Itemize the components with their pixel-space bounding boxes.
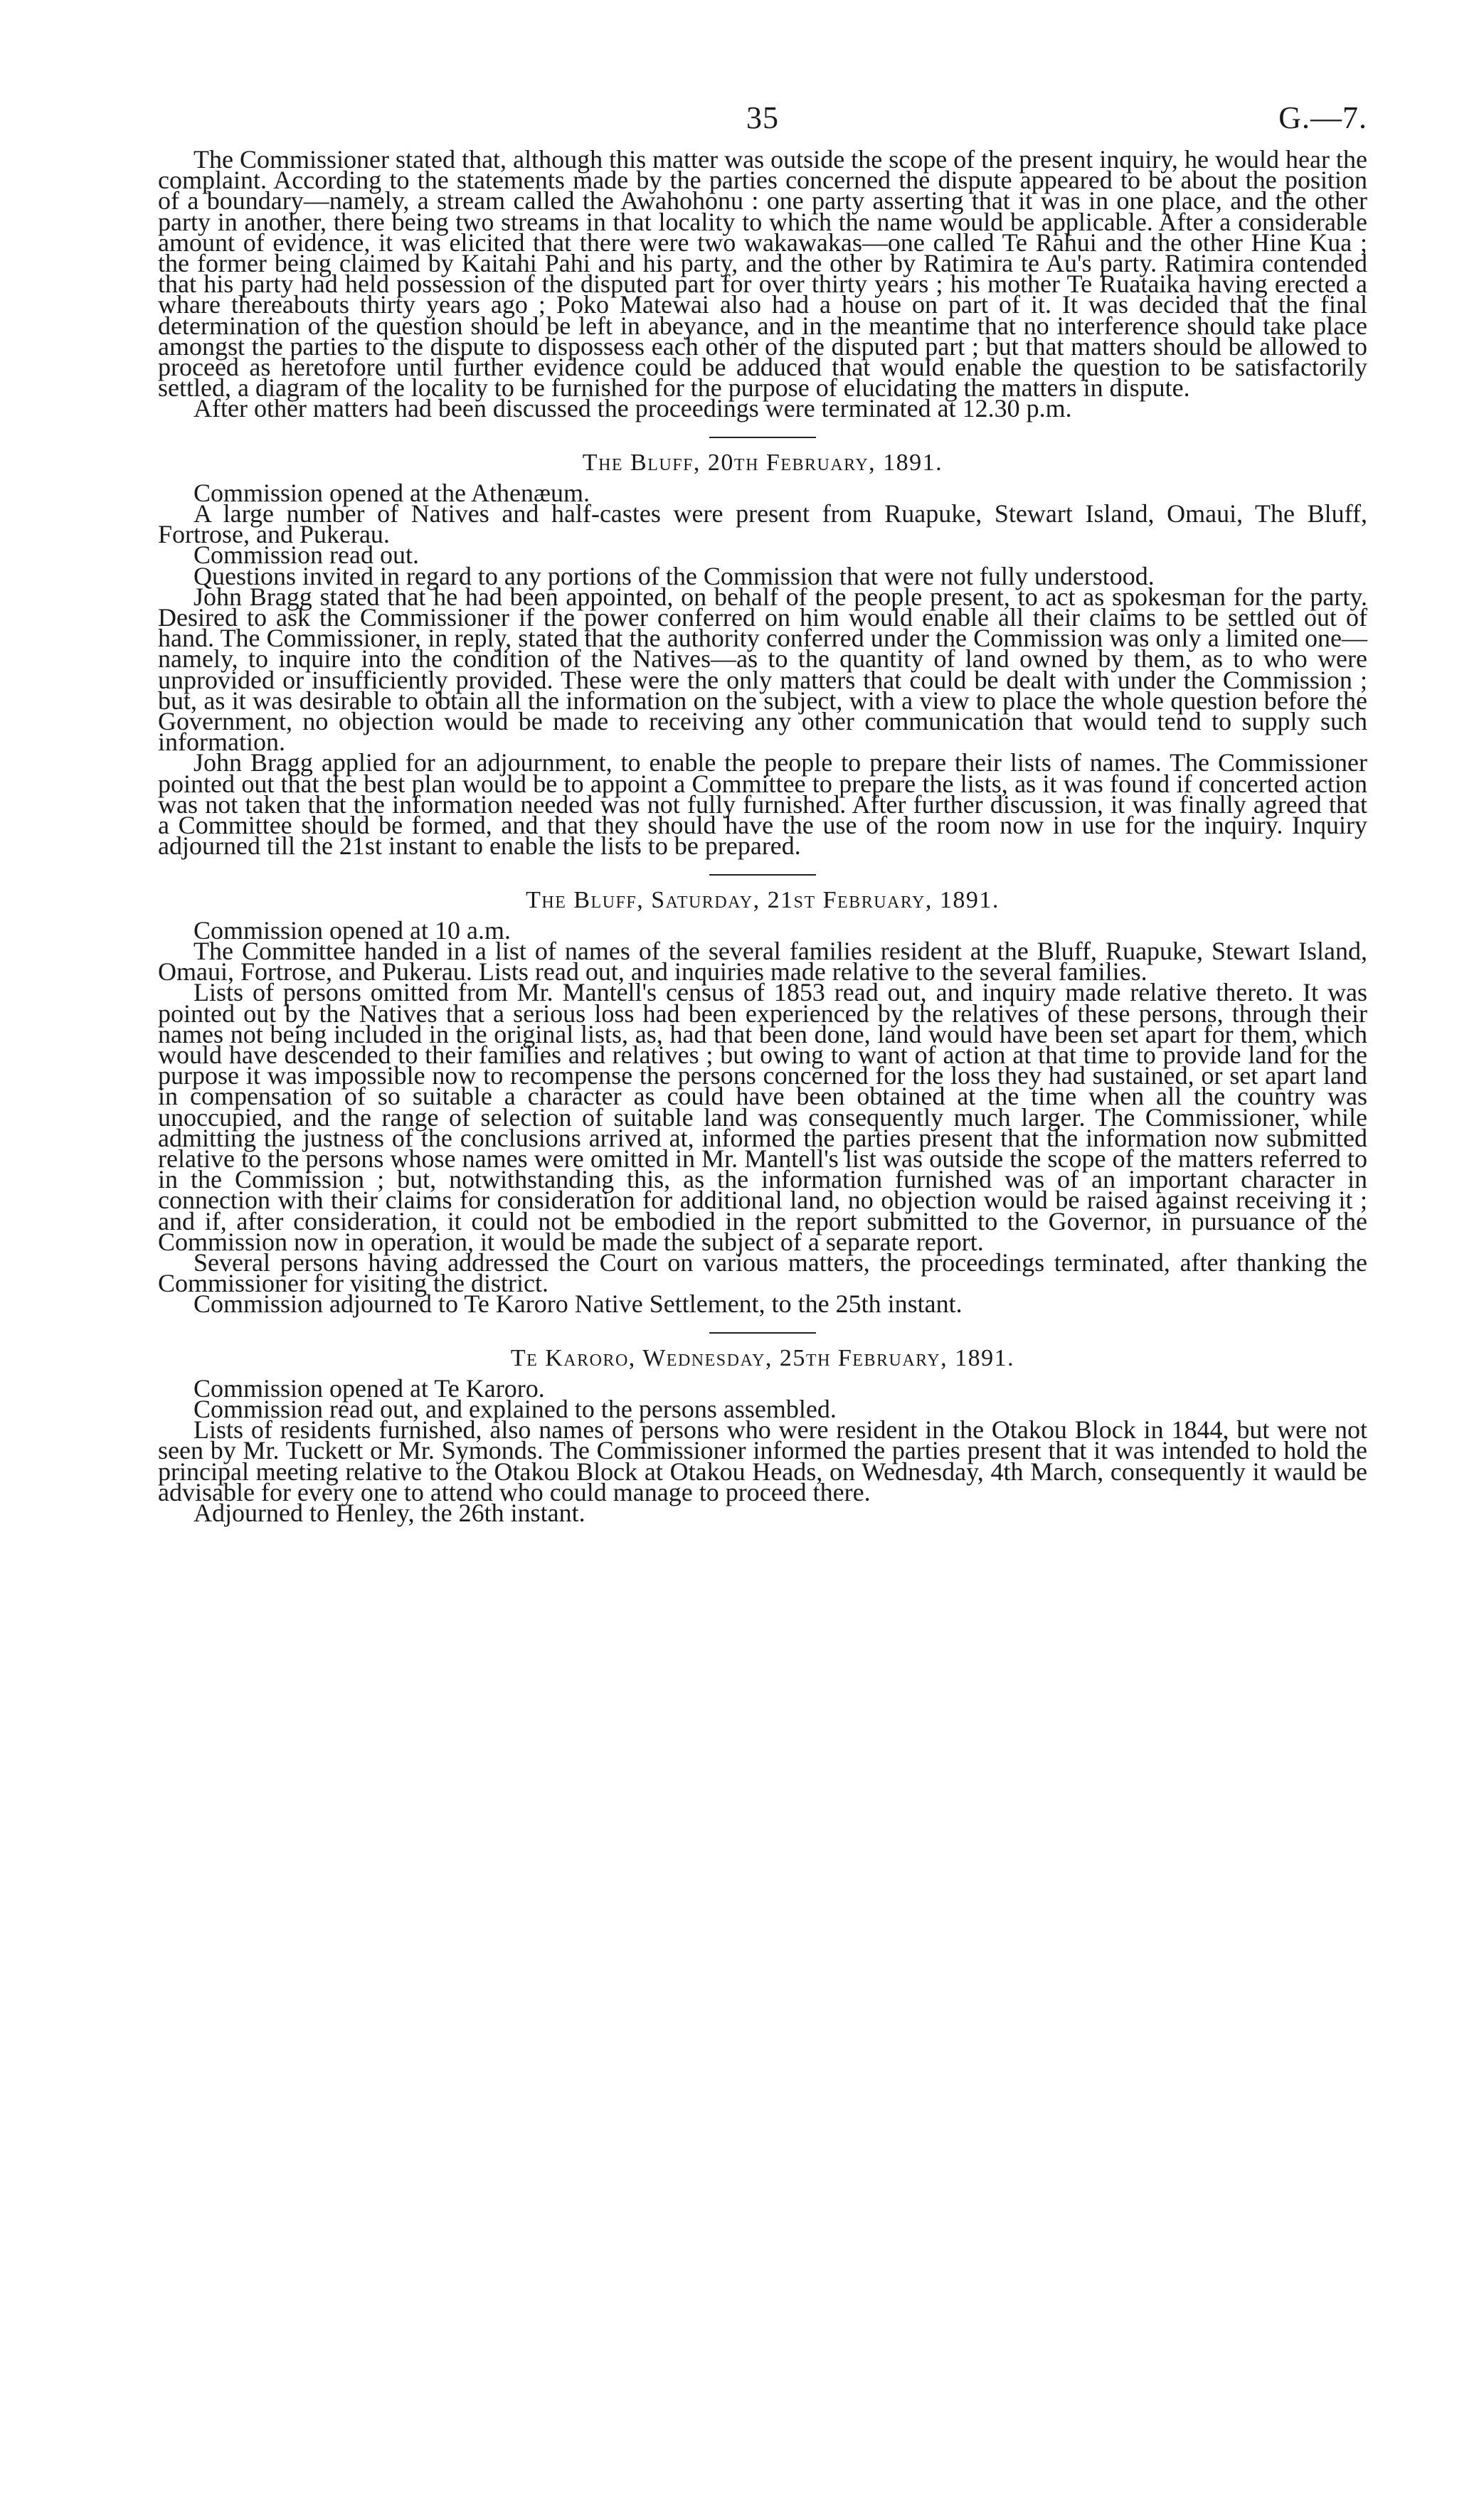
paragraph: Lists of persons omitted from Mr. Mantell's census of 1853 read out, and inquiry made relative thereto. It was pointed out by the Natives that a serious loss had been experienced by the relatives of these persons, through their names not being included in the original lists, as, had that been done, land would have been set apart for them, which would have descended to their families and relatives ; but owing to want of action at that time to provide land for the purpose it was impossible now to recompense the persons concerned for the loss they had sustained, or set apart land in compensation of so suitable a character as could have been obtained at the time when all the country was unoccupied, and the range of selection of suitable land was consequently much larger. The Commissioner, while admitting the justness of the conclusions arrived at, informed the parties present that the information now submitted relative to the persons whose names were omitted in Mr. Mantell's list was outside the scope of the matters referred to in the Commission ; but, notwithstanding this, as the information furnished was of an important character in connection with their claims for consideration for additional land, no objection would be raised against receiving it ; and if, after consideration, it could not be embodied in the report submitted to the Governor, in pursuance of the Commission now in operation, it would be made the subject of a separate report. (158, 978, 1367, 1256)
section-te-karoro-25th (158, 1344, 1367, 1527)
section-divider (709, 1332, 816, 1334)
section-bluff-21st (158, 886, 1367, 1319)
page-number: 35 (746, 100, 779, 135)
paragraph: Commission opened at 10 a.m. (194, 915, 511, 945)
paragraph: The Commissioner stated that, although this matter was outside the scope of the present inquiry, he would hear the complaint. According to the statements made by the parties concerned the dispute appeared to be about the position of a boundary—namely, a stream called the Awahohonu : one party asserting that it was in one place, and the other party in another, there being two streams in that locality to which the name would be applicable. After a considerable amount of evidence, it was elicited that there were two wakawakas—one called Te Rahui and the other Hine Kua ; the former being claimed by Kaitahi Pahi and his party, and the other by Ratimira te Au's party. Ratimira contended that his party had held possession of the disputed part for over thirty years ; his mother Te Ruataika having erected a whare thereabouts thirty years ago ; Poko Matewai also had a house on part of it. It was decided that the final determination of the question should be left in abeyance, and in the meantime that no interference should take place amongst the parties to the dispute to dispossess each other of the disputed part ; but that matters should be allowed to proceed as heretofore until further evidence could be adduced that would enable the question to be satisfactorily settled, a diagram of the locality to be furnished for the purpose of elucidating the matters in dispute. (158, 145, 1367, 403)
paragraph: John Bragg applied for an adjournment, to enable the people to prepare their lists of names. The Commissioner pointed out that the best plan would be to appoint a Committee to prepare the lists, as it was found if concerted action was not taken that the information needed was not fully furnished. After further discussion, it was finally agreed that a Committee should be formed, and that they should have the use of the room now in use for the inquiry. Inquiry adjourned till the 21st instant to enable the lists to be prepared. (158, 748, 1367, 861)
document-reference: G.—7. (1278, 100, 1367, 135)
opening-section (158, 145, 1367, 423)
paragraph: Commission read out. (194, 541, 419, 570)
section-divider (709, 874, 816, 876)
paragraph: Commission opened at Te Karoro. (194, 1373, 545, 1403)
section-heading: The Bluff, Saturday, 21st February, 1891. (526, 886, 1000, 913)
paragraph: Commission opened at the Athenæum. (194, 478, 590, 507)
paragraph: After other matters had been discussed the proceedings were terminated at 12.30 p.m. (194, 394, 1072, 423)
section-heading: The Bluff, 20th February, 1891. (582, 449, 943, 476)
paragraph: Several persons having addressed the Court on various matters, the proceedings terminated, after thanking the Commissioner for visiting the district. (158, 1248, 1367, 1298)
document-page (158, 100, 1367, 1527)
paragraph: Commission adjourned to Te Karoro Native Settlement, to the 25th instant. (194, 1290, 963, 1319)
paragraph: A large number of Natives and half-castes were present from Ruapuke, Stewart Island, Omaui, The Bluff, Fortrose, and Pukerau. (158, 499, 1367, 549)
paragraph: John Bragg stated that he had been appointed, on behalf of the people present, to act as spokesman for the party. Desired to ask the Commissioner if the power conferred on him would enable all their claims to be settled out of hand. The Commissioner, in reply, stated that the authority conferred under the Commission was only a limited one—namely, to inquire into the condition of the Natives—as to the quantity of land owned by them, as to who were unprovided or insufficiently provided. These were the only matters that could be dealt with under the Commission ; but, as it was desirable to obtain all the information on the subject, with a view to place the whole question before the Government, no objection would be made to receiving any other communication that would tend to supply such information. (158, 582, 1367, 757)
section-heading: Te Karoro, Wednesday, 25th February, 1891. (510, 1344, 1015, 1371)
paragraph: Questions invited in regard to any portions of the Commission that were not fully understood. (194, 561, 1155, 590)
section-bluff-20th (158, 449, 1367, 861)
section-divider (709, 437, 816, 438)
paragraph: Adjourned to Henley, the 26th instant. (194, 1498, 585, 1527)
paragraph: The Committee handed in a list of names of the several families resident at the Bluff, Ruapuke, Stewart Island, Omaui, Fortrose, and Pukerau. Lists read out, and inquiries made relative to the several families. (158, 936, 1367, 987)
paragraph: Lists of residents furnished, also names of persons who were resident in the Otakou Block in 1844, but were not seen by Mr. Tuckett or Mr. Symonds. The Commissioner informed the parties present that it was intended to hold the principal meeting relative to the Otakou Block at Otakou Heads, on Wednesday, 4th March, consequently it wauld be advisable for every one to attend who could manage to proceed there. (158, 1415, 1367, 1506)
paragraph: Commission read out, and explained to the persons assembled. (194, 1394, 837, 1423)
page-header (158, 100, 1367, 149)
